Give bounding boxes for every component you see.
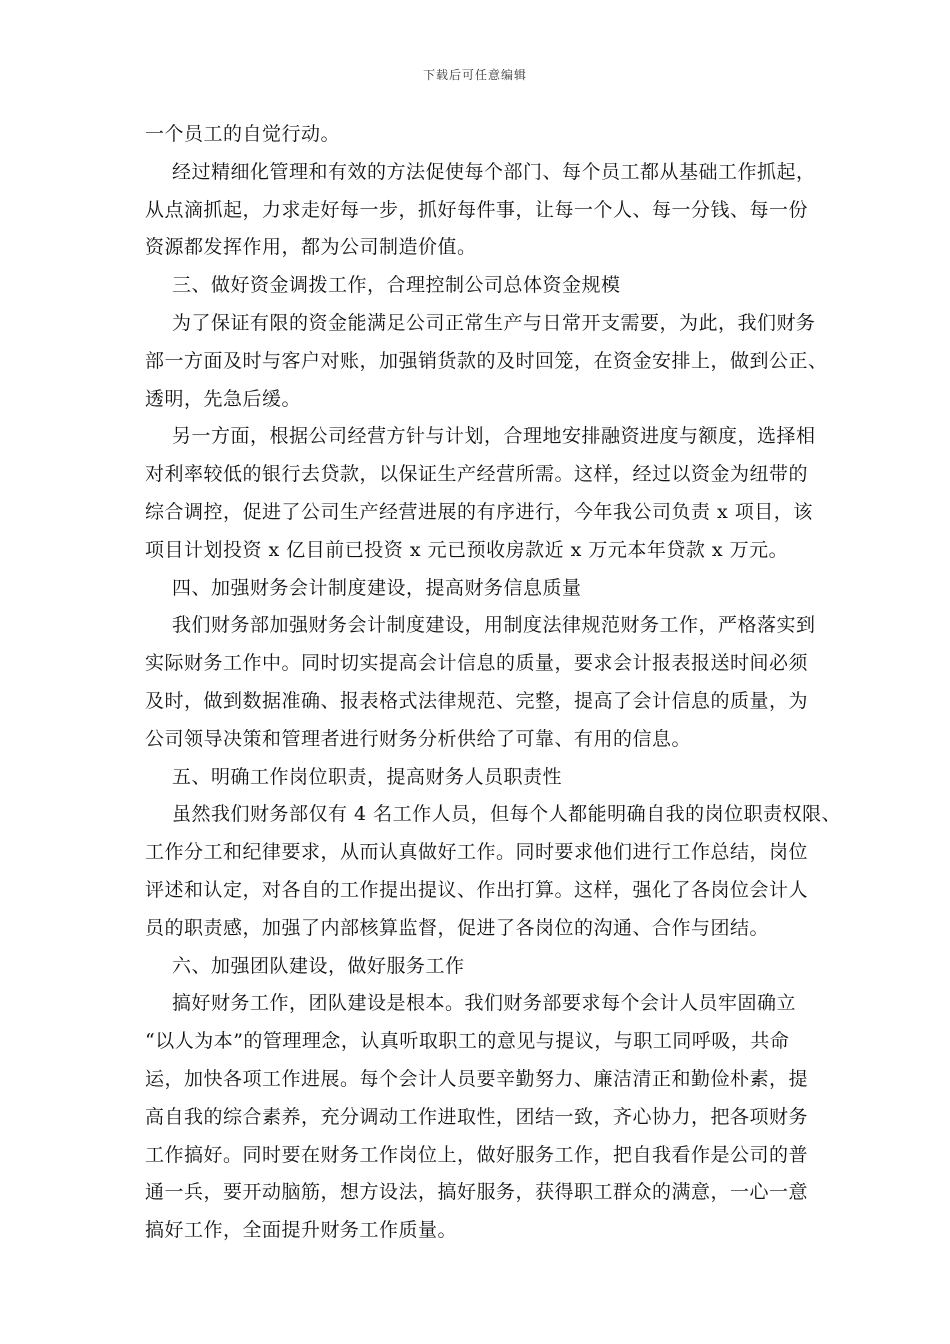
text-line: 工作搞好。同时要在财务工作岗位上，做好服务工作，把自我看作是公司的普	[145, 1143, 809, 1166]
document-body	[145, 116, 842, 1250]
text-line: 经过精细化管理和有效的方法促使每个部门、每个员工都从基础工作抓起，	[172, 160, 816, 183]
text-line: 三、做好资金调拨工作，合理控制公司总体资金规模	[172, 274, 621, 297]
text-line: 虽然我们财务部仅有 4 名工作人员，但每个人都能明确自我的岗位职责权限、	[172, 803, 842, 826]
text-line: 项目计划投资 x 亿目前已投资 x 元已预收房款近 x 万元本年贷款 x 万元。	[145, 538, 789, 561]
text-line: “以人为本”的管理理念，认真听取职工的意见与提议，与职工同呼吸，共命	[145, 1030, 790, 1053]
text-line: 为了保证有限的资金能满足公司正常生产与日常开支需要，为此，我们财务	[172, 311, 816, 334]
page-header: 下载后可任意编辑	[422, 68, 527, 82]
text-line: 透明，先急后缓。	[145, 387, 302, 410]
text-line: 四、加强财务会计制度建设，提高财务信息质量	[172, 576, 582, 599]
text-line: 搞好工作，全面提升财务工作质量。	[145, 1219, 458, 1242]
text-line: 六、加强团队建设，做好服务工作	[172, 954, 465, 977]
text-line: 实际财务工作中。同时切实提高会计信息的质量，要求会计报表报送时间必须	[145, 652, 809, 675]
text-line: 员的职责感，加强了内部核算监督，促进了各岗位的沟通、合作与团结。	[145, 916, 770, 939]
text-line: 搞好财务工作，团队建设是根本。我们财务部要求每个会计人员牢固确立	[172, 992, 797, 1015]
text-line: 及时，做到数据准确、报表格式法律规范、完整，提高了会计信息的质量，为	[145, 689, 809, 712]
text-line: 五、明确工作岗位职责，提高财务人员职责性	[172, 765, 563, 788]
text-line: 公司领导决策和管理者进行财务分析供给了可靠、有用的信息。	[145, 727, 692, 750]
text-line: 运，加快各项工作进展。每个会计人员要辛勤努力、廉洁清正和勤俭朴素，提	[145, 1067, 809, 1090]
text-line: 评述和认定，对各自的工作提出提议、作出打算。这样，强化了各岗位会计人	[145, 878, 809, 901]
text-line: 资源都发挥作用，都为公司制造价值。	[145, 236, 477, 259]
text-line: 综合调控，促进了公司生产经营进展的有序进行，今年我公司负责 x 项目，该	[145, 500, 813, 523]
text-line: 另一方面，根据公司经营方针与计划，合理地安排融资进度与额度，选择相	[172, 425, 816, 448]
text-line: 部一方面及时与客户对账，加强销货款的及时回笼，在资金安排上，做到公正、	[145, 349, 828, 372]
text-line: 我们财务部加强财务会计制度建设，用制度法律规范财务工作，严格落实到	[172, 614, 816, 637]
text-line: 对利率较低的银行去贷款，以保证生产经营所需。这样，经过以资金为纽带的	[145, 463, 809, 486]
text-line: 从点滴抓起，力求走好每一步，抓好每件事，让每一个人、每一分钱、每一份	[145, 198, 809, 221]
text-line: 高自我的综合素养，充分调动工作进取性，团结一致，齐心协力，把各项财务	[145, 1105, 809, 1128]
text-line: 通一兵，要开动脑筋，想方设法，搞好服务，获得职工群众的满意，一心一意	[145, 1181, 809, 1204]
text-line: 工作分工和纪律要求，从而认真做好工作。同时要求他们进行工作总结，岗位	[145, 841, 809, 864]
text-line: 一个员工的自觉行动。	[145, 123, 341, 145]
